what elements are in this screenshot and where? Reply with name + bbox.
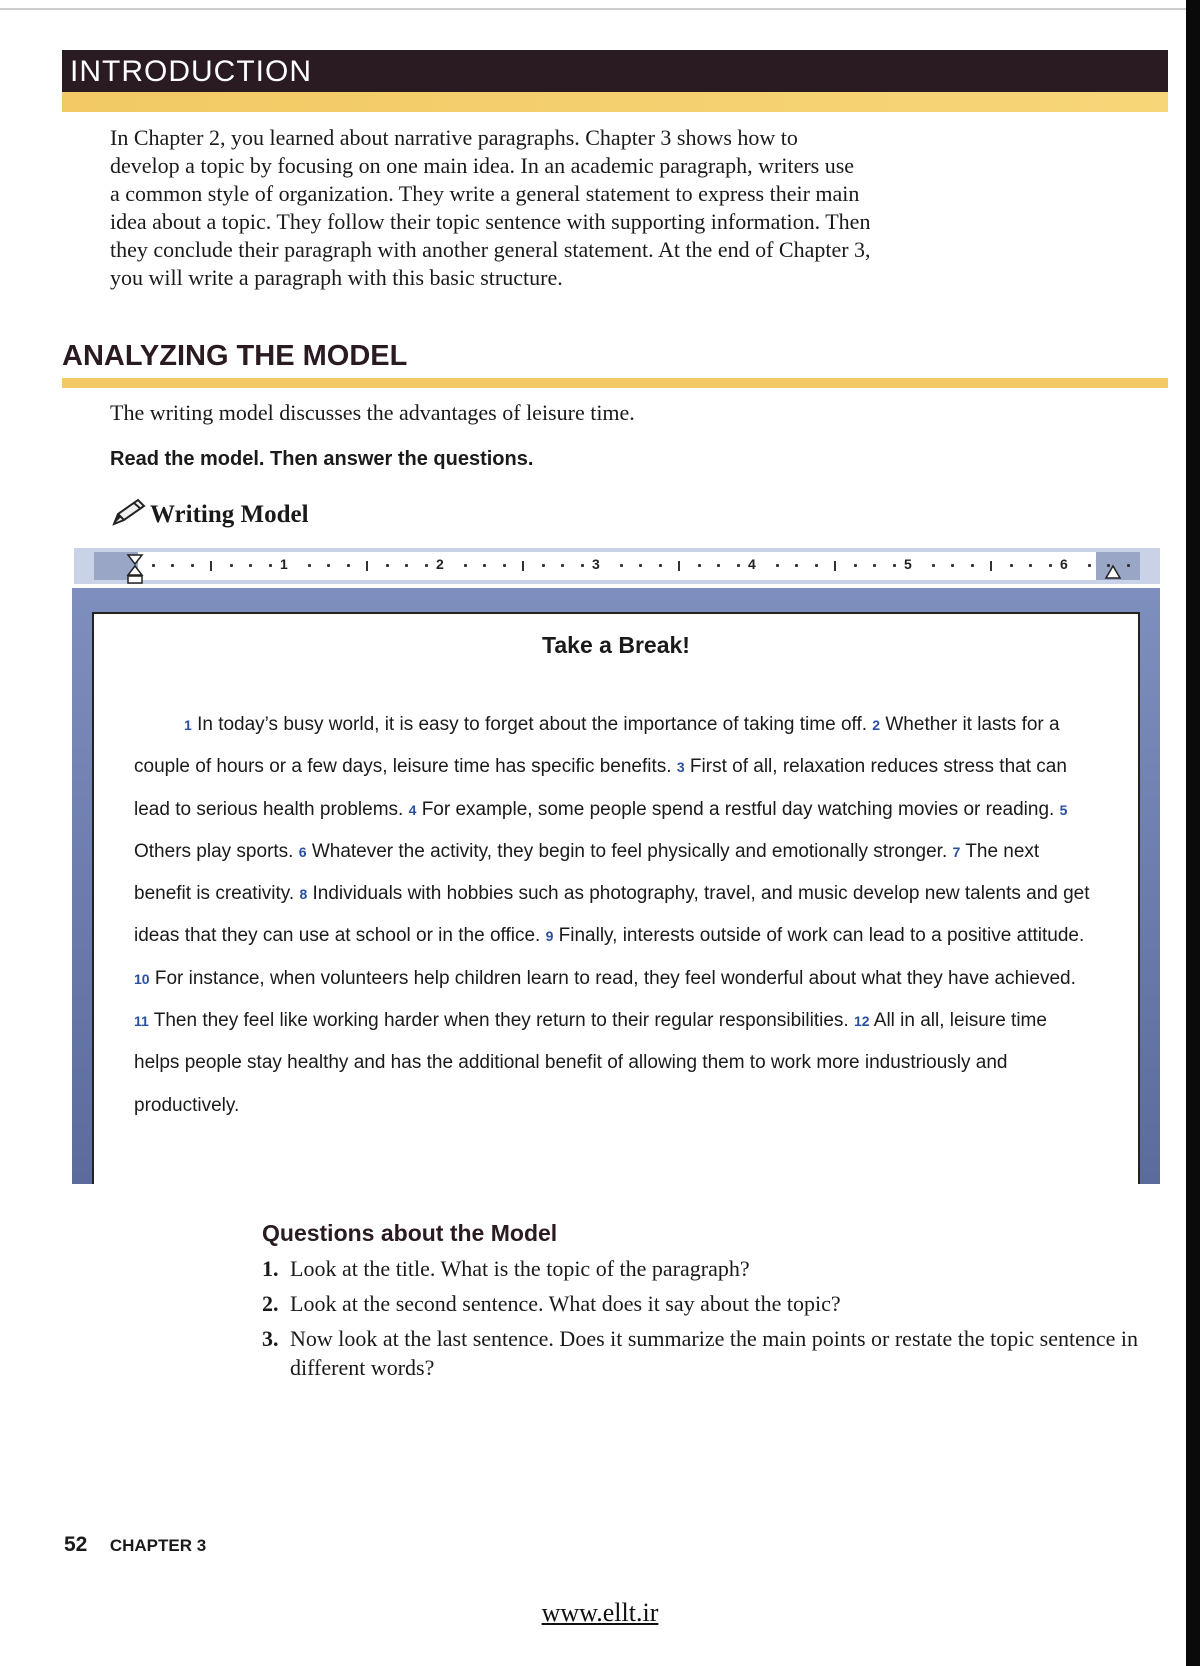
ruler-tick [1010,564,1013,567]
ruler-number: 4 [748,556,756,572]
ruler-tick [815,564,818,567]
question-text: Look at the second sentence. What does it say about the topic? [290,1291,841,1316]
sentence-text: For instance, when volunteers help children learn to read, they feel wonderful about what they have achieved. [154,967,1076,989]
sentence-text: All in all, leisure time helps people stay healthy and has the additional benefit of allowing them to work more industriously and productively. [134,1010,1047,1116]
model-paragraph [134,704,1094,1127]
sentence-number: 8 [299,886,308,903]
ruler-tick [347,564,350,567]
sentence-text: Individuals with hobbies such as photography, travel, and music develop new talents and get ideas that they can use at school or in the office. [134,883,1090,947]
ruler-tick [581,564,584,567]
ruler-tick [717,564,720,567]
ruler-tick [1029,564,1032,567]
ruler-tick [230,564,233,567]
sentence-number: 5 [1059,801,1068,818]
ruler-tick [308,564,311,567]
ruler-tick [386,564,389,567]
sentence-number: 4 [408,801,417,818]
intro-gold-band [62,92,1168,112]
ruler-tick [737,564,740,567]
sentence-number: 12 [853,1013,870,1030]
sentence-number: 6 [298,843,307,860]
ruler-tick [405,564,408,567]
page-footer [64,1533,206,1557]
ruler-tick [249,564,252,567]
ruler-number: 5 [904,556,912,572]
left-indent-marker[interactable] [126,554,144,589]
ruler-number: 3 [592,556,600,572]
ruler-tick [795,564,798,567]
sentence-text: Then they feel like working harder when they return to their regular responsibilities. [153,1010,849,1032]
intro-line: you will write a paragraph with this basic structure. [110,265,563,290]
ruler-tick [932,564,935,567]
question-text: Look at the title. What is the topic of the paragraph? [290,1256,750,1281]
writing-model-title: Writing Model [150,500,309,528]
ruler-tick [1088,564,1091,567]
sentence-number: 9 [545,928,554,945]
ruler-tick [561,564,564,567]
section-gold-rule [62,378,1168,388]
ruler-number: 1 [280,556,288,572]
intro-line: In Chapter 2, you learned about narrative paragraphs. Chapter 3 shows how to [110,125,798,150]
question-number: 1. [262,1256,279,1281]
ruler-tick [366,561,368,571]
ruler-number: 2 [436,556,444,572]
ruler-tick [464,564,467,567]
sentence-text: Finally, interests outside of work can lead to a positive attitude. [558,925,1085,947]
ruler-number: 6 [1060,556,1068,572]
questions-heading: Questions about the Model [262,1220,558,1246]
ruler-tick [1049,564,1052,567]
document-ruler [74,548,1160,584]
intro-heading: INTRODUCTION [70,55,312,88]
ruler-tick [776,564,779,567]
sentence-number: 1 [184,717,192,733]
ruler-tick [483,564,486,567]
sentence-text: Whatever the activity, they begin to feel physically and emotionally stronger. [311,840,948,862]
ruler-tick [873,564,876,567]
sentence-text: First of all, relaxation reduces stress that can lead to serious health problems. [134,756,1067,820]
ruler-tick [854,564,857,567]
right-indent-marker[interactable] [1104,554,1122,589]
ruler-tick [152,564,155,567]
sentence-number: 11 [134,1013,149,1030]
top-rule [0,8,1186,10]
ruler-tick [620,564,623,567]
question-number: 2. [262,1291,279,1316]
ruler-tick [990,561,992,571]
intro-line: a common style of organization. They write a general statement to express their main [110,181,860,206]
sentence-text: For example, some people spend a restful day watching movies or reading. [421,798,1055,820]
ruler-tick [191,564,194,567]
ruler-tick [327,564,330,567]
sentence-text: In today’s busy world, it is easy to forget about the importance of taking time off. [197,714,868,735]
writing-model-label [110,498,309,531]
model-instruction: Read the model. Then answer the questions. [110,448,534,470]
ruler-tick [171,564,174,567]
ruler-tick [893,564,896,567]
ruler-tick [542,564,545,567]
ruler-tick [210,561,212,571]
question-number: 3. [262,1326,279,1351]
chapter-label: CHAPTER 3 [109,1536,207,1555]
questions-list [262,1254,1142,1388]
document-page [92,612,1140,1184]
sentence-number: 3 [676,759,685,776]
ruler-scale [94,552,1140,580]
ruler-tick [678,561,680,571]
model-description: The writing model discusses the advantages of leisure time. [110,400,635,425]
sentence-number: 10 [134,970,150,987]
question-item [262,1254,1142,1283]
sentence-number: 7 [952,843,961,860]
question-item [262,1324,1142,1382]
ruler-tick [503,564,506,567]
page-edge [1186,0,1200,1666]
intro-line: they conclude their paragraph with another general statement. At the end of Chapter 3, [110,237,871,262]
ruler-tick [522,561,524,571]
ruler-tick [269,564,272,567]
section-heading: ANALYZING THE MODEL [62,340,408,372]
ruler-tick [639,564,642,567]
page-number: 52 [64,1533,88,1556]
ruler-tick [659,564,662,567]
pencil-icon [110,498,146,531]
sentence-text: Whether it lasts for a couple of hours or a few days, leisure time has specific benefits. [134,714,1060,778]
model-title: Take a Break! [542,632,690,658]
ruler-tick [971,564,974,567]
ruler-tick [1127,564,1130,567]
ruler-tick [698,564,701,567]
question-text: Now look at the last sentence. Does it summarize the main points or restate the topic sentence in different words? [290,1326,1138,1380]
intro-line: idea about a topic. They follow their topic sentence with supporting information. Then [110,209,871,234]
question-item [262,1289,1142,1318]
sentence-number: 2 [872,717,881,733]
website-link[interactable]: www.ellt.ir [541,1598,659,1627]
sentence-text: The next benefit is creativity. [134,840,1040,905]
sentence-text: Others play sports. [134,840,294,862]
ruler-tick [834,561,836,571]
ruler-tick [425,564,428,567]
intro-paragraph [110,124,1070,292]
intro-line: develop a topic by focusing on one main idea. In an academic paragraph, writers use [110,153,855,178]
ruler-tick [951,564,954,567]
